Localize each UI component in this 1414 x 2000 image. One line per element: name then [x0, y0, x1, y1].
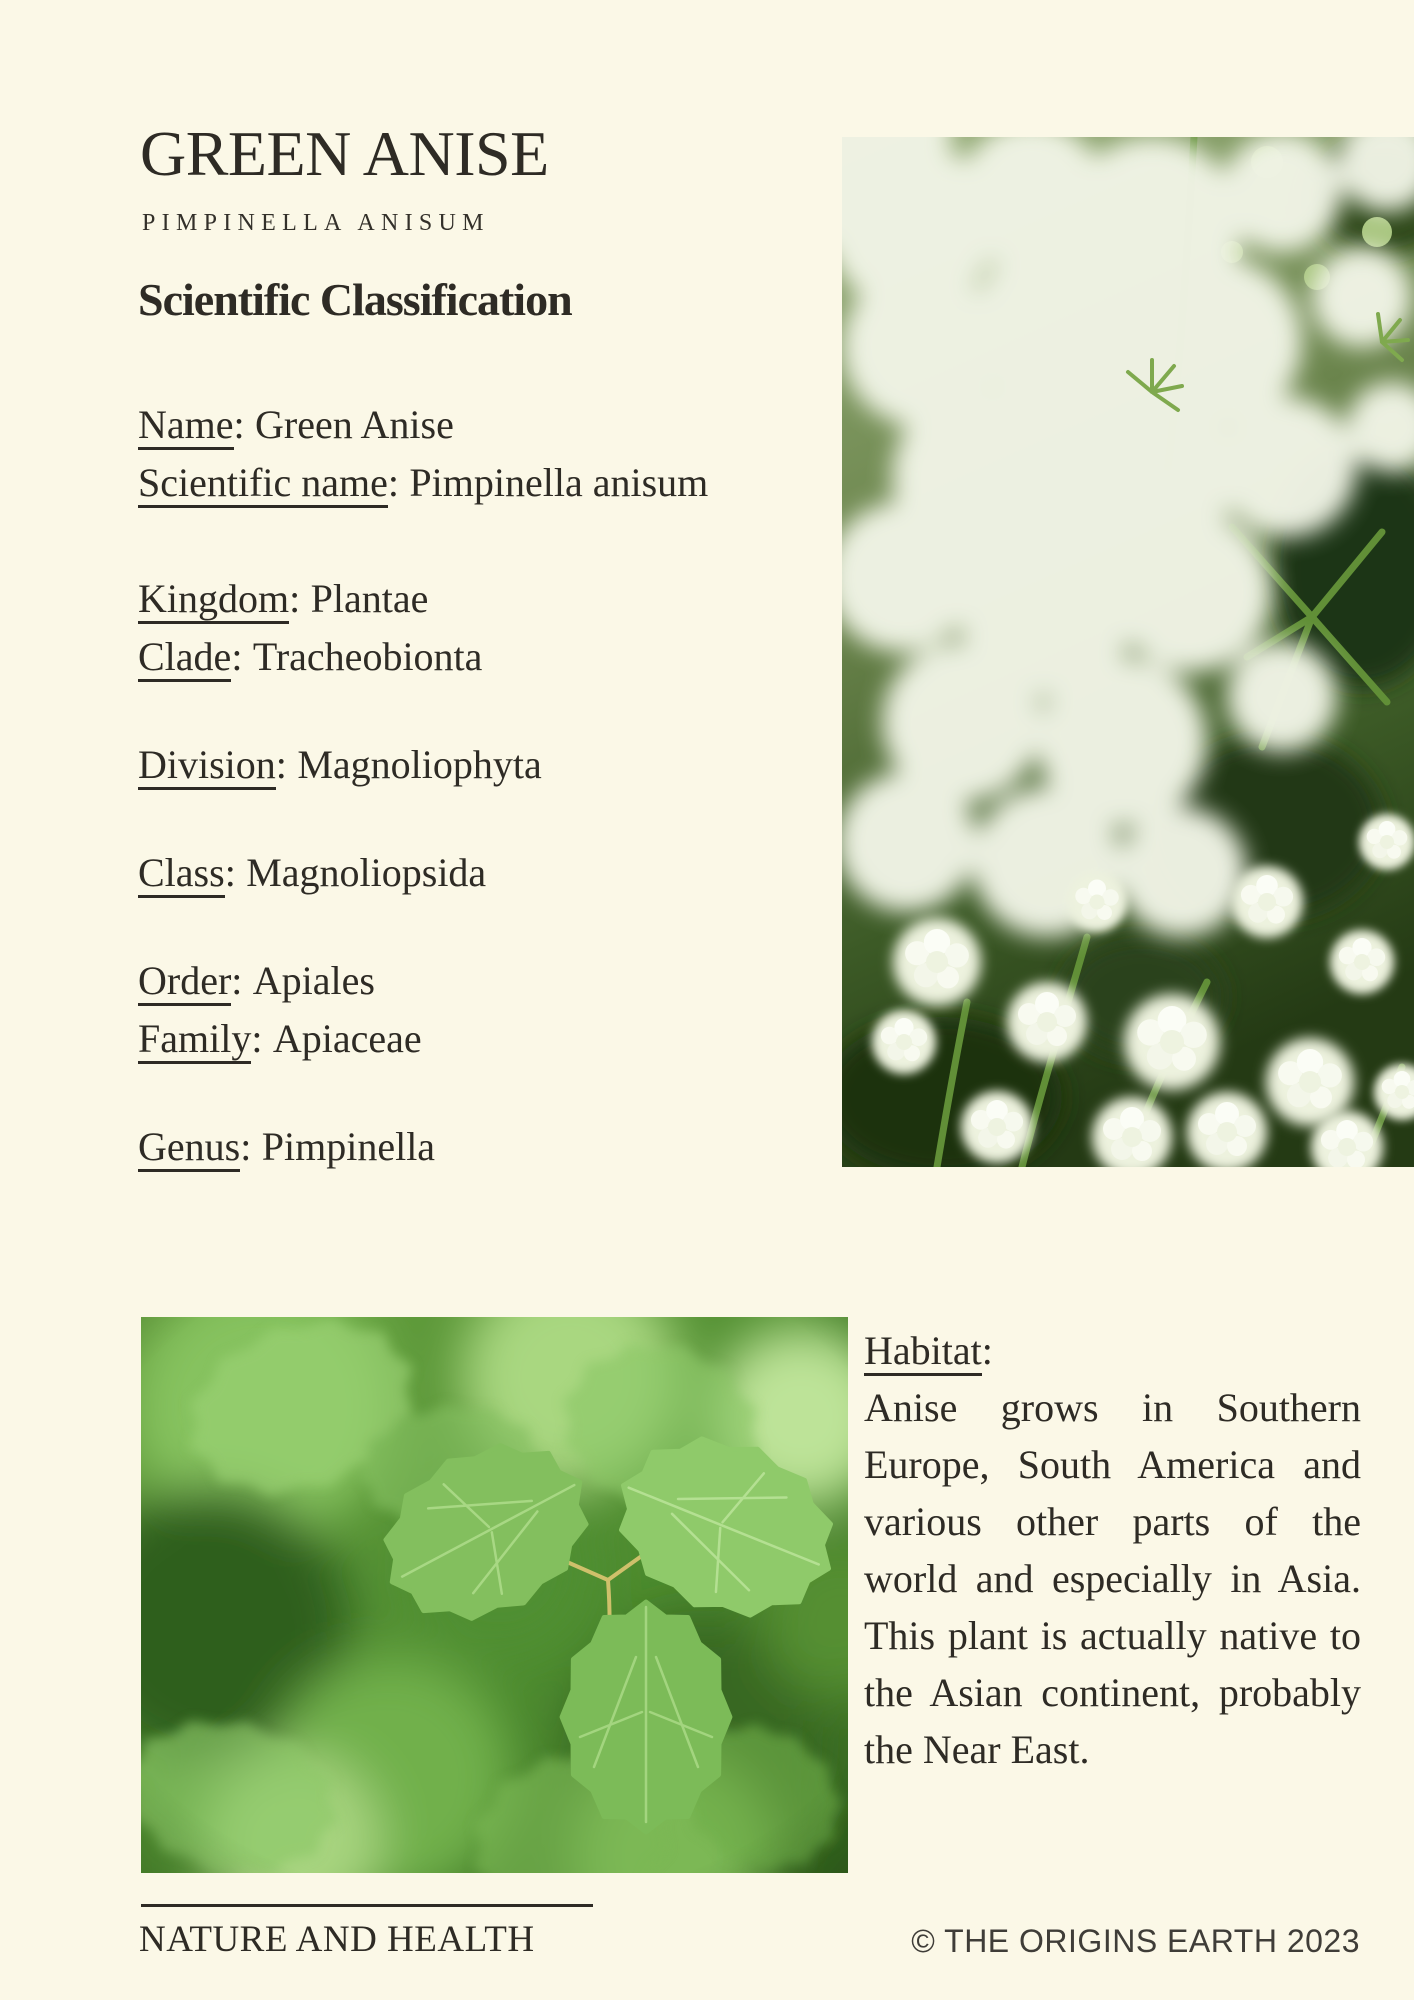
- habitat-text: Anise grows in Southern Europe, South America and various other parts of the world and especially in Asia. This plant is actually native to the Asian continent, probably the Near East.: [864, 1385, 1361, 1772]
- classification-colon: :: [387, 460, 400, 505]
- classification-row: [138, 628, 778, 686]
- page-subtitle: PIMPINELLA ANISUM: [142, 210, 490, 236]
- classification-row: [138, 736, 778, 794]
- classification-label: Division: [138, 742, 276, 790]
- classification-label: Clade: [138, 634, 231, 682]
- classification-label: Class: [138, 850, 225, 898]
- classification-value: Apiaceae: [272, 1016, 422, 1061]
- classification-label: Genus: [138, 1124, 240, 1172]
- classification-row: [138, 396, 778, 454]
- classification-value: Pimpinella: [261, 1124, 436, 1169]
- anise-flowers-photo: [842, 137, 1414, 1167]
- classification-row: [138, 1010, 778, 1068]
- classification-group: [138, 396, 778, 512]
- habitat-label: Habitat: [864, 1328, 982, 1376]
- classification-label: Scientific name: [138, 460, 388, 508]
- classification-value: Magnoliopsida: [246, 850, 487, 895]
- page-title: GREEN ANISE: [140, 118, 549, 189]
- classification-list: [138, 396, 778, 1226]
- classification-row: [138, 1118, 778, 1176]
- classification-value: Tracheobionta: [252, 634, 483, 679]
- classification-colon: :: [240, 1124, 252, 1169]
- classification-colon: :: [231, 958, 243, 1003]
- classification-row: [138, 844, 778, 902]
- habitat-label-line: [864, 1322, 1361, 1379]
- classification-group: [138, 844, 778, 902]
- classification-heading: Scientific Classification: [138, 274, 572, 325]
- classification-value: Green Anise: [255, 402, 454, 447]
- classification-colon: :: [251, 1016, 263, 1061]
- classification-colon: :: [224, 850, 236, 895]
- classification-colon: :: [233, 402, 245, 447]
- classification-value: Apiales: [252, 958, 375, 1003]
- footer-divider-line: [141, 1904, 593, 1907]
- classification-value: Pimpinella anisum: [409, 460, 709, 505]
- classification-label: Family: [138, 1016, 251, 1064]
- classification-group: [138, 952, 778, 1068]
- habitat-section: [864, 1322, 1361, 1778]
- classification-label: Name: [138, 402, 234, 450]
- classification-label: Order: [138, 958, 231, 1006]
- classification-value: Plantae: [310, 576, 429, 621]
- classification-colon: :: [231, 634, 243, 679]
- classification-colon: :: [289, 576, 301, 621]
- classification-colon: :: [275, 742, 287, 787]
- classification-group: [138, 736, 778, 794]
- classification-row: [138, 952, 778, 1010]
- classification-value: Magnoliophyta: [297, 742, 542, 787]
- habitat-colon: :: [981, 1328, 993, 1373]
- classification-row: [138, 570, 778, 628]
- classification-label: Kingdom: [138, 576, 289, 624]
- classification-group: [138, 570, 778, 686]
- anise-leaves-photo: [141, 1317, 848, 1873]
- footer-brand: NATURE AND HEALTH: [139, 1919, 535, 1960]
- footer-copyright: © THE ORIGINS EARTH 2023: [911, 1923, 1360, 1959]
- classification-group: [138, 1118, 778, 1176]
- classification-row: [138, 454, 778, 512]
